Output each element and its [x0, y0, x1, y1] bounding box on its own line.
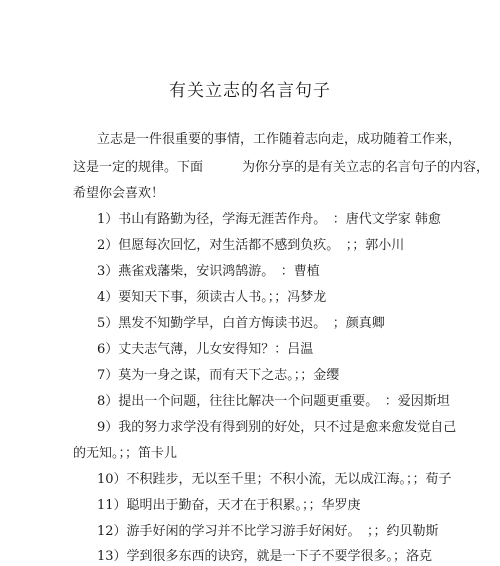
quote-item: 1）书山有路勤为径，学海无涯苦作舟。 ：唐代文学家 韩愈 [97, 212, 441, 227]
quote-item: 9）我的努力求学没有得到别的好处，只不过是愈来愈发觉自己 [97, 420, 457, 435]
intro-line-1: 立志是一件很重要的事情，工作随着志向走，成功随着工作来， [97, 132, 462, 147]
quote-item: 13）学到很多东西的诀窍，就是一下子不要学很多。；洛克 [97, 549, 433, 564]
quote-item-continuation: 的无知。；；笛卡儿 [73, 446, 178, 461]
intro-line-3: 希望你会喜欢！ [73, 186, 165, 201]
quote-item: 6）丈夫志气薄，儿女安得知？：吕温 [97, 342, 314, 357]
quote-item: 10）不积跬步，无以至千里；不积小流，无以成江海。；；荀子 [97, 472, 452, 487]
quote-item: 8）提出一个问题，往往比解决一个问题更重要。 ：爱因斯坦 [97, 394, 450, 409]
quote-item: 2）但愿每次回忆，对生活都不感到负疚。 ；；郭小川 [97, 238, 405, 253]
quote-item: 4）要知天下事，须读古人书。；；冯梦龙 [97, 290, 327, 305]
quote-item: 5）黑发不知勤学早，白首方悔读书迟。 ；颜真卿 [97, 316, 385, 331]
quote-item: 12）游手好闲的学习并不比学习游手好闲好。 ；；约贝勒斯 [97, 524, 439, 539]
quote-item: 11）聪明出于勤奋，天才在于积累。；；华罗庚 [97, 498, 361, 513]
document-title: 有关立志的名言句子 [169, 81, 331, 101]
quote-item: 3）燕雀戏藩柴，安识鸿鹄游。 ：曹植 [97, 264, 320, 279]
quote-item: 7）莫为一身之谋，而有天下之志。；；金缨 [97, 368, 340, 383]
intro-line-2: 这是一定的规律。下面 为你分享的是有关立志的名言句子的内容， [73, 160, 490, 175]
